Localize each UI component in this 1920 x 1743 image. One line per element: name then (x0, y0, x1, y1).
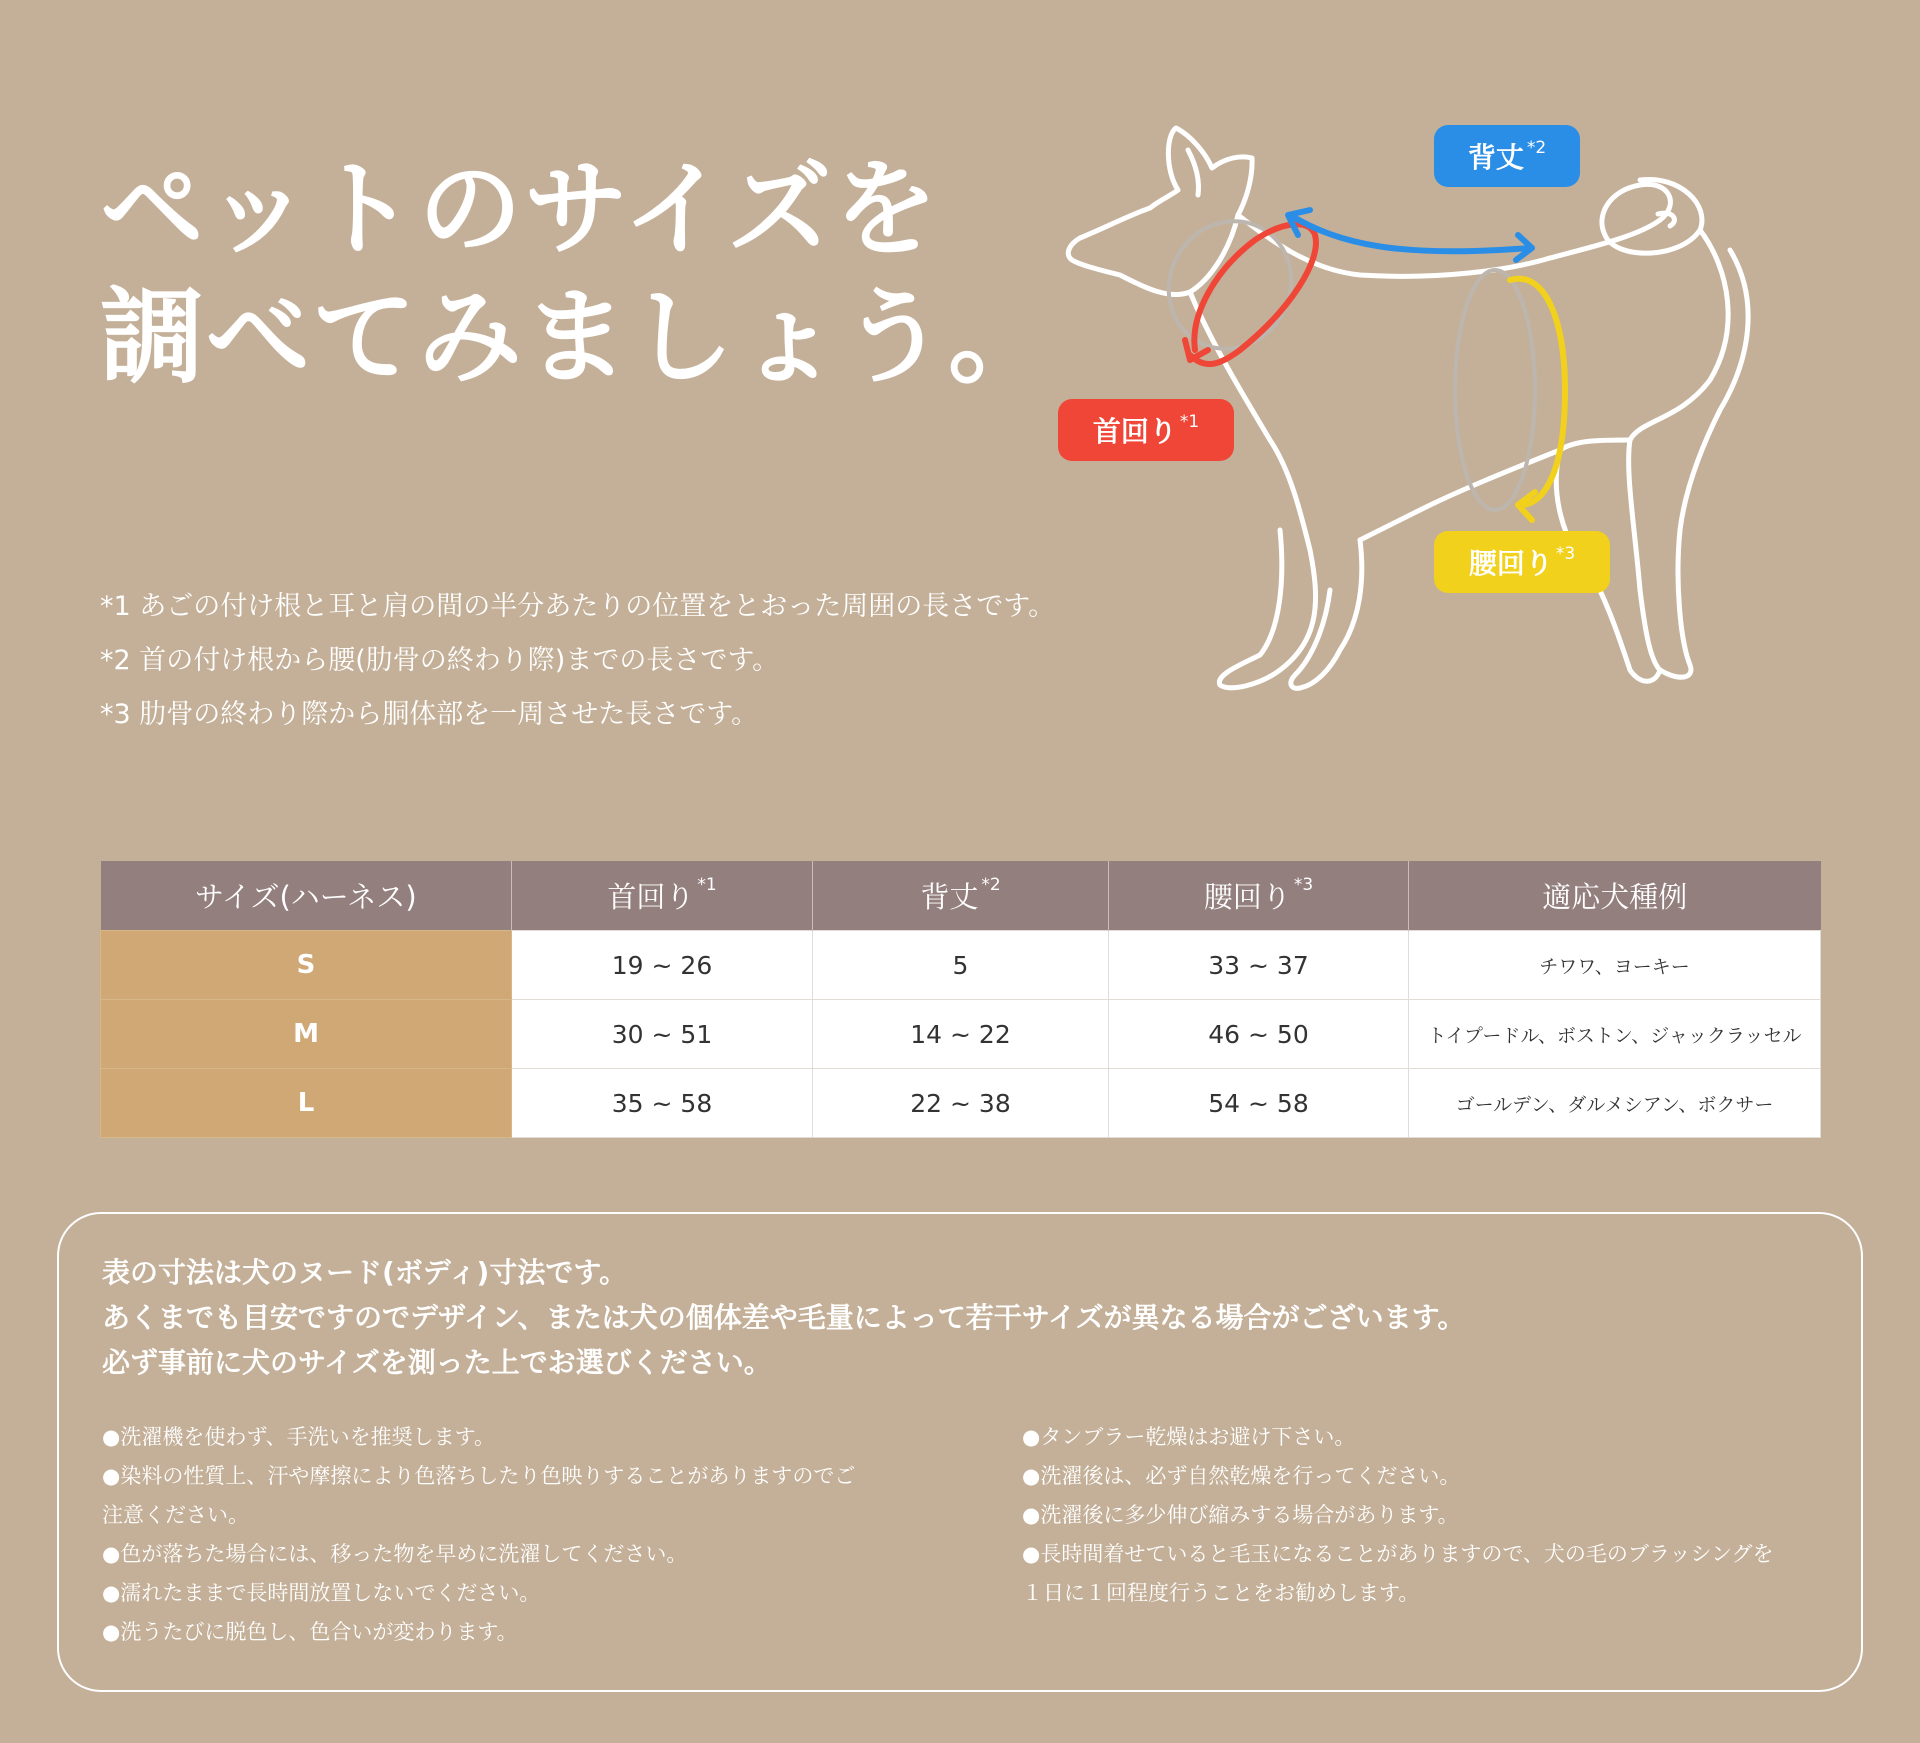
care-instructions-box (57, 1212, 1863, 1692)
size-table (100, 861, 1821, 1138)
list-item: 注意ください。 (102, 1503, 249, 1527)
neck-cell: 35 ~ 58 (512, 1069, 813, 1138)
back-measure-arrow (1290, 215, 1530, 251)
neck-label-mark: *1 (1179, 412, 1200, 432)
neck-cell: 19 ~ 26 (512, 931, 813, 1000)
waist-cell: 33 ~ 37 (1109, 931, 1409, 1000)
waist-label (1434, 531, 1610, 593)
title-line-2: 調べてみましょう。 (100, 276, 1055, 398)
list-item: ●洗濯後に多少伸び縮みする場合があります。 (1022, 1503, 1459, 1527)
header-waist: 腰回り $^{*3}$ (1109, 861, 1409, 931)
waist-cell: 54 ~ 58 (1109, 1069, 1409, 1138)
care-lead-line: 必ず事前に犬のサイズを測った上でお選びください。 (102, 1346, 772, 1379)
back-cell: 14 ~ 22 (813, 1000, 1109, 1069)
neck-label-text: 首回り (1092, 415, 1177, 448)
waist-measure-arrow (1510, 279, 1565, 505)
breed-cell: チワワ、ヨーキー (1409, 931, 1821, 1000)
back-cell: 22 ~ 38 (813, 1069, 1109, 1138)
list-item: １日に１回程度行うことをお勧めします。 (1022, 1581, 1420, 1605)
back-label-text: 背丈 (1467, 141, 1524, 174)
size-cell: M (101, 1000, 512, 1069)
waist-cell: 46 ~ 50 (1109, 1000, 1409, 1069)
table-header-row (101, 861, 1821, 931)
note-3: *3 肋骨の終わり際から胴体部を一周させた長さです。 (100, 699, 759, 730)
header-back: 背丈 $^{*2}$ (813, 861, 1109, 931)
list-item: ●洗うたびに脱色し、色合いが変わります。 (102, 1620, 518, 1644)
list-item: ●染料の性質上、汗や摩擦により色落ちしたり色映りすることがありますのでご (102, 1464, 856, 1488)
care-list-left (102, 1418, 855, 1652)
size-cell: L (101, 1069, 512, 1138)
waist-label-mark: *3 (1555, 544, 1576, 564)
dog-hind-outline (1629, 230, 1748, 677)
dog-ear-inner (1188, 150, 1199, 195)
waist-label-text: 腰回り (1468, 547, 1553, 580)
breed-cell: トイプードル、ボストン、ジャックラッセル (1409, 1000, 1821, 1069)
back-label-mark: *2 (1526, 138, 1547, 158)
table-row (101, 1069, 1821, 1138)
list-item: ●洗濯機を使わず、手洗いを推奨します。 (102, 1425, 495, 1449)
list-item: ●タンブラー乾燥はお避け下さい。 (1022, 1425, 1356, 1449)
dog-front-leg-back (1291, 540, 1362, 688)
header-neck: 首回り $^{*1}$ (512, 861, 813, 931)
neck-label (1058, 399, 1234, 461)
list-item: ●色が落ちた場合には、移った物を早めに洗濯してください。 (102, 1542, 688, 1566)
title-line-1: ペットのサイズを (100, 148, 940, 270)
header-breed: 適応犬種例 (1409, 861, 1821, 931)
dog-tail-outline (1550, 179, 1702, 258)
care-lead-line: 表の寸法は犬のヌード(ボディ)寸法です。 (102, 1256, 628, 1289)
table-row (101, 931, 1821, 1000)
care-list-right (1022, 1418, 1774, 1613)
table-row (101, 1000, 1821, 1069)
neck-cell: 30 ~ 51 (512, 1000, 813, 1069)
care-lead-text (102, 1250, 1465, 1385)
list-item: ●濡れたままで長時間放置しないでください。 (102, 1581, 541, 1605)
page-title (100, 145, 1054, 401)
note-1: *1 あごの付け根と耳と肩の間の半分あたりの位置をとおった周囲の長さです。 (100, 591, 1056, 622)
measurement-notes (100, 580, 1055, 742)
breed-cell: ゴールデン、ダルメシアン、ボクサー (1409, 1069, 1821, 1138)
back-label (1434, 125, 1580, 187)
header-size: サイズ(ハーネス) (101, 861, 512, 931)
note-2: *2 首の付け根から腰(肋骨の終わり際)までの長さです。 (100, 645, 780, 676)
list-item: ●洗濯後は、必ず自然乾燥を行ってください。 (1022, 1464, 1461, 1488)
back-cell: 5 (813, 931, 1109, 1000)
list-item: ●長時間着せていると毛玉になることがありますので、犬の毛のブラッシングを (1022, 1542, 1774, 1566)
size-cell: S (101, 931, 512, 1000)
care-lead-line: あくまでも目安ですのでデザイン、または犬の個体差や毛量によって若干サイズが異なる場合がございます。 (102, 1301, 1466, 1334)
